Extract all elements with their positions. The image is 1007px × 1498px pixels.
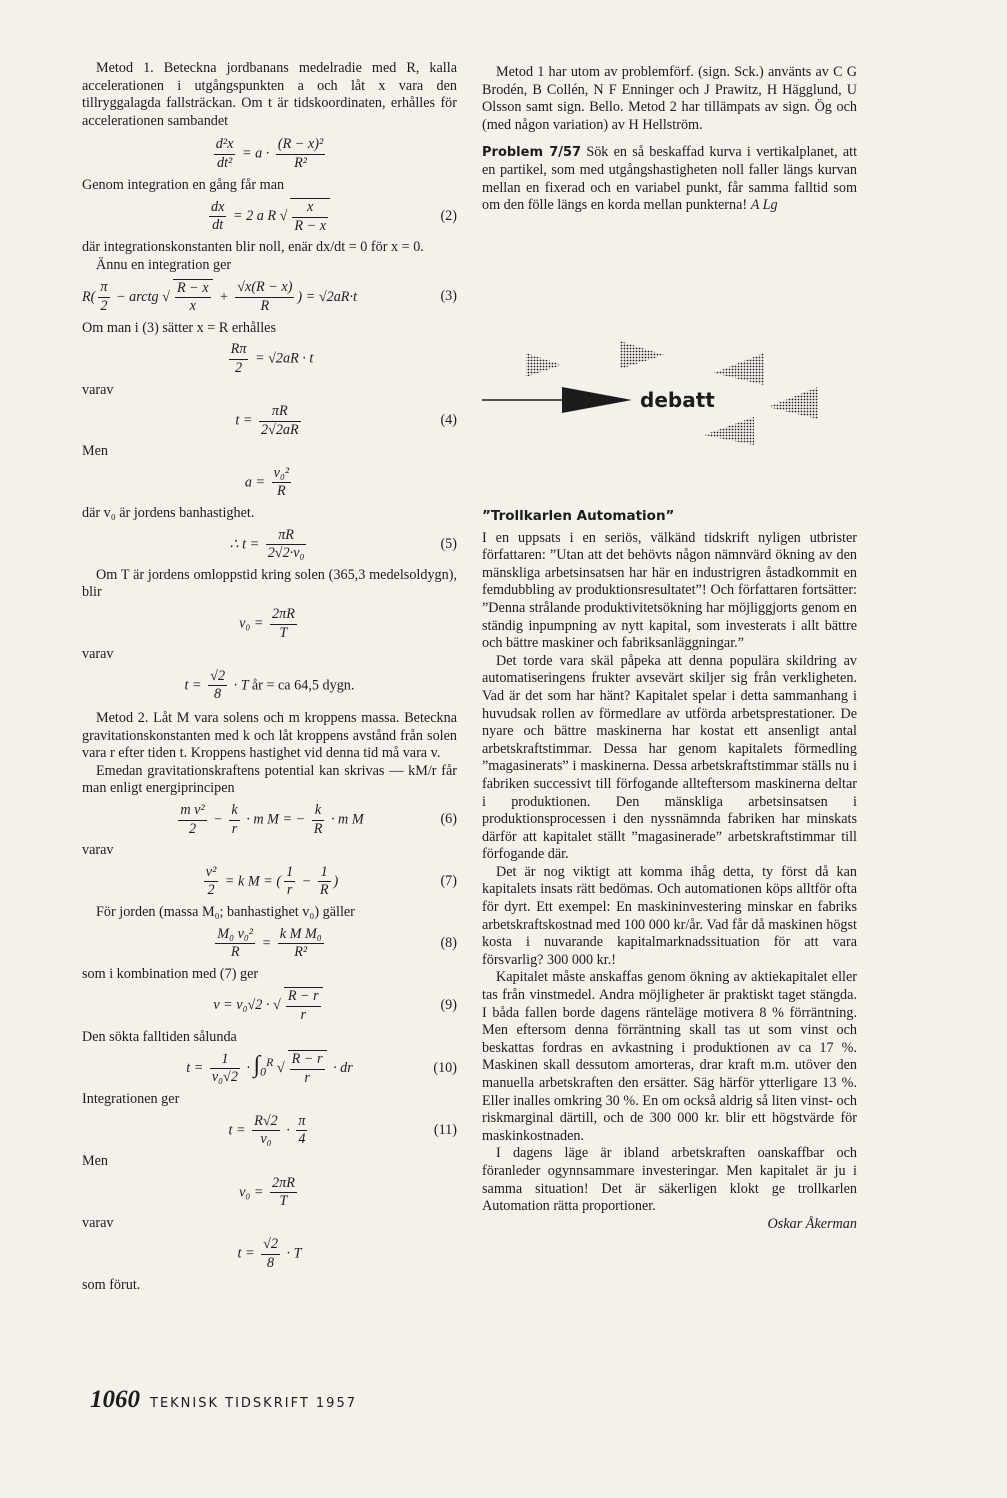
varav-label: varav — [82, 842, 114, 859]
eq-3: R( $\frac{\pi}{2}$ − arctg √ $\frac{R - x}{x}$ + $\frac{√x(R - x)}{R}$ ) = √2aR·t (3) — [82, 279, 457, 315]
eq-8: $\frac{\text{M₀ v₀²}}{R}$ = $\frac{\text{k M M₀}}{\text{R²}}$ (8) — [217, 925, 457, 961]
dotted-arrow-shape — [526, 353, 562, 377]
second-integration: Ännu en integration ger — [96, 256, 232, 273]
varav-label: varav — [82, 1214, 114, 1231]
page-footer — [90, 1386, 357, 1414]
debatt-banner — [482, 335, 857, 445]
integration-constant-note: där integrationskonstanten blir noll, enär dx/dt = 0 för x = 0. — [82, 239, 424, 256]
eq-6: $\frac{\text{m v²}}{2}$ − $\frac{k}{r}$ · m M = − $\frac{k}{R}$ · m M (6) — [180, 801, 457, 837]
eq-7: $\frac{\text{v²}}{2}$ = k M = ( $\frac{1}{r}$ − $\frac{1}{R}$ ) (7) — [205, 863, 457, 899]
orbital-period-note: Om T är jordens omloppstid kring solen (365,3 medelsoldygn), blir — [82, 566, 457, 601]
page-number: 1060 — [90, 1386, 140, 1413]
right-column — [482, 64, 857, 215]
as-before-note: som förut. — [82, 1276, 141, 1293]
men-label: Men — [82, 1153, 109, 1170]
eq-v0: v₀ = $\frac{2\pi R}{T}$ — [239, 606, 295, 641]
method2-intro: Metod 2. Låt M vara solens och m kroppens massa. Beteckna gravitationskonstanten med k och låt kroppens avstånd från solen vara r efter tiden t. Kroppens hastighet vid denna tid må vara v. — [82, 710, 457, 762]
eq-11: t = $\frac{R√2}{\text{v₀}}$ · $\frac{\pi}{4}$ (11) — [228, 1112, 457, 1148]
method1-intro: Metod 1. Beteckna jordbanans medelradie med R, kalla accelerationen i utgångspunkten a och låt x vara den tillryggalagda fallsträckan. Om t är tidskoordinaten, erhålles för accelerationen sambandet — [82, 60, 457, 129]
substitute-note: Om man i (3) sätter x = R erhålles — [82, 319, 276, 336]
article-author: Oskar Åkerman — [767, 1215, 857, 1232]
article-paragraph: I dagens läge är ibland arbetskraften oanskaffbar och föranleder ogynnsammare investeringar. Men kapitalet är ju i samma situation! Det är säkerligen klokt ge trollkarlen Automation rätta proportioner. — [482, 1145, 857, 1215]
fall-time-note: Den sökta falltiden sålunda — [82, 1028, 237, 1045]
earth-condition-note: För jorden (massa M₀; banhastighet v₀) gäller — [96, 903, 355, 920]
eq-10: t = $\frac{1}{\text{v₀√2}}$ · $\int_0^R$ √ $\frac{R - r}{r}$ · dr (10) — [186, 1050, 457, 1086]
problem-paragraph — [482, 144, 857, 214]
eq-rpi: $\frac{R\pi}{2}$ = √2aR · t — [230, 341, 314, 376]
varav-label: varav — [82, 646, 114, 663]
method1-integration: Genom integration en gång får man — [82, 176, 285, 193]
eq-final: t = $\frac{√2}{8}$ · T — [237, 1236, 302, 1272]
dotted-arrow-shape — [620, 341, 664, 369]
problem-signature: A Lg — [750, 197, 778, 214]
eq-result-days: t = $\frac{√2}{8}$ · T år = ca 64,5 dygn. — [184, 667, 355, 703]
left-column — [82, 60, 457, 1294]
dotted-arrow-shape — [768, 387, 818, 419]
debatt-graphic — [482, 335, 857, 445]
eq-9: v = v₀√2 · √ $\frac{R - r}{r}$ (9) — [213, 988, 457, 1023]
arrow-head — [562, 387, 632, 413]
eq-v0-repeat: v₀ = $\frac{2\pi R}{T}$ — [239, 1174, 295, 1210]
article-paragraph: Det torde vara skäl påpeka att denna populära skildring av automatiseringens frukter avsevärt skiljer sig från verkligheten. Vad är det som har hänt? Kapitalet spelar i detta sammanhang i huvudsak rollen av förmedlare av utförda arbetsprestationer. De nyare och bättre maskinerna har kostat ett ansenligt antal arbetskraftstimmar. Dessa har genom kapitalets förmedling ”magasinerats” i maskinerna. Dessa arbetskraftstimmar ställs nu i fabriken successivt till förfogande allteftersom maskinerna deltar i produktionen. Den mänskliga arbetsinsatsen i produktionsprocessen i den nyssnämnda fabriken har minskats därför att kapitalet ställt ”magasinerade” arbetskraftstimmar till förfogande där. — [482, 652, 857, 863]
eq-acceleration: $\frac{\text{d²x}}{\text{dt²}}$ = a · $\frac{\text{(R − x)²}}{\text{R²}}$ — [215, 136, 324, 171]
article-paragraph: Det är nog viktigt att komma ihåg detta, ty först då kan kapitalets insats rätt bedömas. Och automationen köps alltför ofta för dyrt. Ett exempel: En maskininvestering minskar en fabriks arbetskraftskostnad med 100 000 kr/år. Vad får då maskinen högst kosta i nuvarande kapitalmarknadssituation för att vara försvarlig? 300 000 kr.! — [482, 863, 857, 968]
debatt-word: debatt — [640, 388, 715, 412]
article-paragraph: Kapitalet måste anskaffas genom ökning av aktiekapitalet eller tas från vinstmedel. Andra möjligheter är praktiskt taget stängda. I båda fallen borde dagens ränteläge motivera 8 % förräntning. Men eftersom denna förräntning skall tas ut som vinst och beskattas fordras en avkastning i produktionen av ca 17 %. Maskinen skall dessutom amorteras, drar kraft m.m. utöver den manuella arbetskraften den ersätter. Säg härför ytterligare 13 %. Eller inalles omkring 30 %. En om också aldrig så liten vinst- och riskmarginal därtill, och de 300 000 kr. blir ett högstvärde för maskinkostnaden. — [482, 969, 857, 1144]
eq-a: a = $\frac{\text{v₀²}}{R}$ — [244, 464, 290, 500]
article-paragraph: I en uppsats i en seriös, välkänd tidskrift nyligen utbrister författaren: ”Utan att det behövts någon nämnvärd ökning av den mänskliga arbetsinsatsen har här en industrigren åstadkommit en femdubbling av produktionsresultatet”! Och författaren fortsätter: ”Denna strålande produktivitetsökning har möjliggjorts genom en ständig inpumpning av nytt kapital, som investerats i allt bättre och bättre maskiner och fabriksanläggningar.” — [482, 529, 857, 652]
dotted-arrow-shape — [704, 417, 754, 445]
integration-result-note: Integrationen ger — [82, 1091, 180, 1108]
varav-label: varav — [82, 381, 114, 398]
orbit-speed-note: där v₀ är jordens banhastighet. — [82, 505, 255, 522]
problem-label: Problem 7/57 — [482, 145, 582, 161]
eq-5: ∴ t = $\frac{\pi R}{\text{2√2·v₀}}$ (5) — [229, 526, 457, 562]
energy-principle-note: Emedan gravitationskraftens potential kan skrivas — kM/r får man enligt energiprincipen — [82, 762, 457, 797]
men-label: Men — [82, 443, 109, 460]
solvers-paragraph: Metod 1 har utom av problemförf. (sign. Sck.) använts av C G Brodén, B Collén, N F Enninger och J Prawitz, H Hägglund, U Olsson samt sign. Bello. Metod 2 har tillämpats av sign. Ög och (med någon variation) av H Hellström. — [482, 64, 857, 133]
dotted-arrow-shape — [714, 353, 764, 385]
eq-2: $\frac{dx}{dt}$ = 2 a R √ $\frac{x}{R - x}$ (2) — [211, 198, 457, 234]
eq-4: t = $\frac{\pi R}{2√2aR}$ (4) — [235, 403, 457, 438]
article-title: ”Trollkarlen Automation” — [482, 508, 675, 524]
problem-text: Sök en så beskaffad kurva i vertikalplanet, att en partikel, som med utgångshastigheten noll faller längs kurvan mellan en fixerad och en variabel punkt, får samma falltid som om den fölle längs en korda mellan punkterna! — [482, 144, 858, 214]
combination-note: som i kombination med (7) ger — [82, 965, 259, 982]
debate-article — [482, 508, 857, 1233]
journal-name: TEKNISK TIDSKRIFT 1957 — [150, 1396, 357, 1411]
